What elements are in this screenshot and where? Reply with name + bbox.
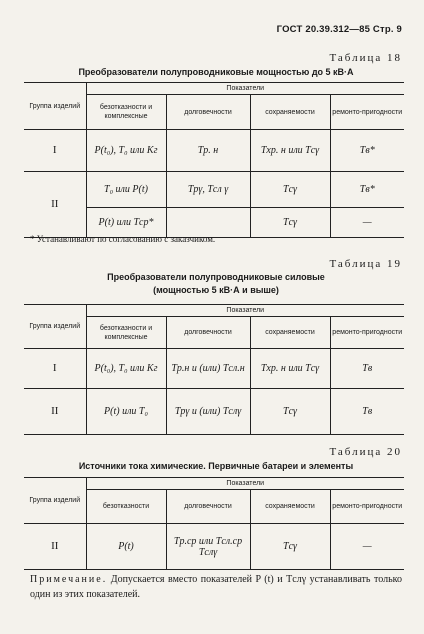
table-cell: Tв	[330, 389, 404, 435]
table18	[24, 82, 404, 238]
group-cell: II	[24, 389, 86, 435]
table18-col-group: Группа изделий	[24, 83, 86, 130]
table-row	[24, 349, 404, 389]
table-row	[24, 524, 404, 570]
table20-col-header: долговечности	[166, 490, 250, 524]
table-cell: Tр.н и (или) Tсл.н	[166, 349, 250, 389]
table18-col-header: сохраняемости	[250, 95, 330, 130]
table-cell: Tсγ	[250, 389, 330, 435]
table18-col-header: долговечности	[166, 95, 250, 130]
table-cell: Tхр. н или Tсγ	[250, 349, 330, 389]
table18-col-header: безотказности и комплексные	[86, 95, 166, 130]
table20-col-header: безотказности	[86, 490, 166, 524]
table20-label: Таблица 20	[329, 446, 402, 458]
note-text: Допускается вместо показателей P (t) и Tслγ устанавливать только один из этих показателей.	[30, 574, 403, 600]
group-cell: II	[24, 524, 86, 570]
group-cell: I	[24, 130, 86, 172]
table18-label: Таблица 18	[329, 52, 402, 64]
table-cell	[166, 208, 250, 238]
table-cell: Tсγ	[250, 208, 330, 238]
table-cell: Tрγ и (или) Tслγ	[166, 389, 250, 435]
page-header: ГОСТ 20.39.312—85 Стр. 9	[276, 24, 402, 35]
table-cell: P(t) или T₀	[86, 389, 166, 435]
table20-col-indicators: Показатели	[86, 478, 404, 490]
table-cell: P(t) или Tср*	[86, 208, 166, 238]
table19-col-group: Группа изделий	[24, 305, 86, 349]
note-prefix: Примечание.	[30, 574, 108, 585]
table19-title-line1: Преобразователи полупроводниковые силовые	[107, 272, 325, 282]
table-cell: Tв*	[330, 172, 404, 208]
table-cell: Tрγ, Tсл γ	[166, 172, 250, 208]
table-cell: —	[330, 208, 404, 238]
table18-col-header: ремонто-пригодности	[330, 95, 404, 130]
table-row	[24, 130, 404, 172]
table-cell: P(t)	[86, 524, 166, 570]
table20-col-header: сохраняемости	[250, 490, 330, 524]
table-cell: —	[330, 524, 404, 570]
table19-col-header: ремонто-пригодности	[330, 317, 404, 349]
table18-footnote: * Устанавливают по согласованию с заказчиком.	[30, 234, 216, 244]
table19-title-line2: (мощностью 5 кВ·А и выше)	[153, 285, 279, 295]
table18-col-indicators: Показатели	[86, 83, 404, 95]
table18-title: Преобразователи полупроводниковые мощностью до 5 кВ·А	[78, 67, 354, 77]
table19-col-header: долговечности	[166, 317, 250, 349]
table-cell: Tр.ср или Tсл.ср Tслγ	[166, 524, 250, 570]
table-cell: P(t₀), T₀ или Kг	[86, 349, 166, 389]
table20-col-header: ремонто-пригодности	[330, 490, 404, 524]
table-row	[24, 389, 404, 435]
table-row	[24, 172, 404, 208]
note-paragraph	[30, 572, 402, 602]
table20-title: Источники тока химические. Первичные батареи и элементы	[78, 461, 354, 471]
table19-label: Таблица 19	[329, 258, 402, 270]
table-cell: Tсγ	[250, 524, 330, 570]
table20	[24, 477, 404, 570]
table-cell: T₀ или P(t)	[86, 172, 166, 208]
table19	[24, 304, 404, 435]
table-cell: Tв	[330, 349, 404, 389]
table-cell: Tв*	[330, 130, 404, 172]
table19-col-header: сохраняемости	[250, 317, 330, 349]
table19-col-header: безотказности и комплексные	[86, 317, 166, 349]
group-cell: I	[24, 349, 86, 389]
table-cell: Tр. н	[166, 130, 250, 172]
table19-col-indicators: Показатели	[86, 305, 404, 317]
table-cell: Tхр. н или Tсγ	[250, 130, 330, 172]
group-cell: II	[24, 172, 86, 238]
table20-col-group: Группа изделий	[24, 478, 86, 524]
table-cell: P(t₀), T₀ или Kг	[86, 130, 166, 172]
table-cell: Tсγ	[250, 172, 330, 208]
